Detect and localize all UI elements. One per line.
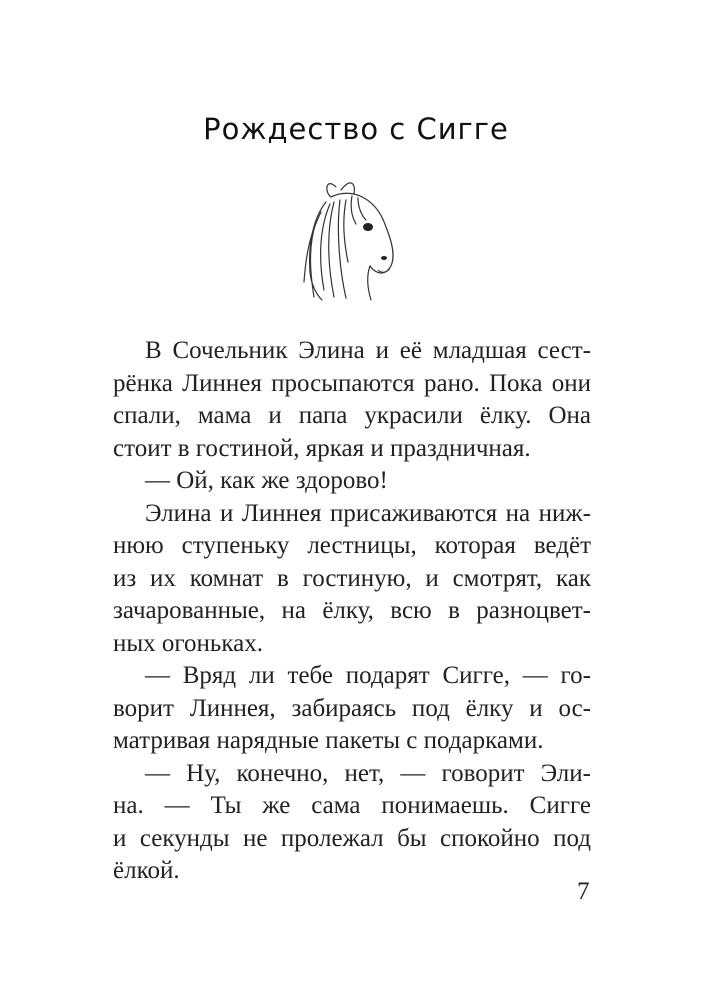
text-line: ворит Линнея, забираясь под ёлку и ос- (113, 694, 591, 722)
text-line: матривая нарядные пакеты с подарками. (113, 727, 544, 754)
pony-illustration (296, 172, 406, 302)
text-line: — Ну, конечно, нет, — говорит Эли- (145, 759, 591, 787)
text-line: ных огоньках. (113, 629, 263, 657)
body-text (113, 335, 591, 888)
page-number: 7 (577, 878, 590, 905)
text-line: В Сочельник Элина и её младшая сест- (145, 337, 591, 364)
text-line: стоит в гостиной, яркая и праздничная. (113, 434, 531, 462)
text-line: из их комнат в гостиную, и смотрят, как (113, 564, 591, 592)
text-line: зачарованные, на ёлку, всю в разноцвет- (113, 597, 591, 624)
text-line: спали, мама и папа украсили ёлку. Она (113, 402, 591, 429)
text-line: ёлкой. (113, 857, 180, 884)
text-line: рёнка Линнея просыпаются рано. Пока они (113, 369, 591, 397)
chapter-title: Рождество с Сигге (203, 112, 509, 146)
text-line: и секунды не пролежал бы спокойно под (113, 824, 591, 852)
text-line: — Вряд ли тебе подарят Сигге, — го- (145, 662, 591, 689)
text-line: нюю ступеньку лестницы, которая ведёт (113, 532, 591, 559)
text-line: Элина и Линнея присаживаются на ниж- (145, 499, 591, 527)
text-line: на. — Ты же сама понимаешь. Сигге (113, 792, 591, 819)
text-line: — Ой, как же здорово! (145, 467, 388, 494)
